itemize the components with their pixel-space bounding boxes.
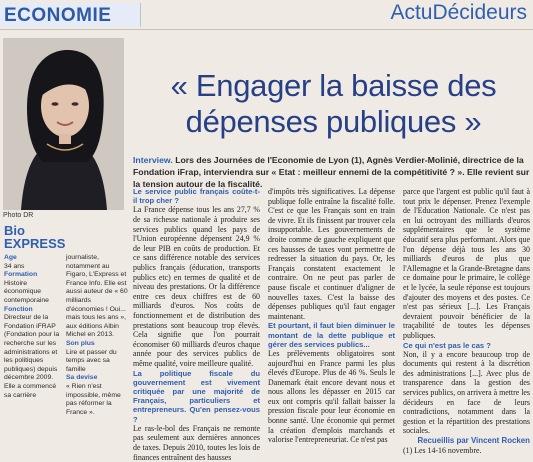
bio-title: Bio: [4, 223, 25, 238]
intro-label: Interview.: [133, 155, 173, 165]
bio-formation-heading: Formation: [4, 271, 38, 279]
rubric-label: ActuDécideurs: [390, 1, 527, 24]
question-2: La politique fiscale du gouvernement est vivement critiquée par une majorité de Français, particuliers et entrepreneurs. Qu'en pensez-vous ?: [133, 368, 260, 424]
section-tab: [0, 3, 141, 27]
question-3: Et pourtant, il faut bien diminuer le montant de la dette publique et gérer des services publics...: [268, 321, 395, 349]
question-1: Le service public français coûte-t-il trop cher ?: [133, 187, 260, 206]
intro-text: Lors des Journées de l'Economie de Lyon (1), Agnès Verdier-Molinié, directrice de la Fondation iFrap, interviendra sur « Etat : meilleur ennemi de la compétitivité ? ». Elle revient sur la tension autour de la fiscalité.: [133, 155, 530, 189]
bio-columns: [4, 254, 128, 417]
answer-1: La France dépense tous les ans 27,7 % de sa richesse nationale à produire ses services publics quand les pays de l'Union européenne dépensent 24,9 % de leur PIB en coûts de production. Et ce sans différence notable des services publics français (éducation, transports publics etc) en termes de qualité et de niveau des prestations. Or la différence entre ces deux chiffres est de 60 milliards d'euros. Nos coûts de fonctionnement et de distribution des prestations sont beaucoup trop élevés. Cela signifie que l'on pourrait économiser 60 milliards d'euros chaque année pour des services publics de même qualité, voire meilleure qualité.: [133, 205, 260, 368]
article-body: [133, 187, 531, 462]
page-header: [0, 0, 533, 30]
bio-formation: Histoire économique contemporaine: [4, 279, 49, 304]
bio-devise: « Rien n'est impossible, même pas réformer la France ».: [66, 382, 121, 416]
answer-3: Les prélèvements obligatoires sont aujourd'hui en France parmi les plus élevés d'Europe. Plus de 46 %. Seuls le Danemark était encore devant nous et nous allons les dépasser en 2015 car eux ont compris qu'il fallait baisser la pression fiscale pour leur économie en bonne santé. Une économie qui permet la création d'emplois marchands et valorise l'entrepreneuriat. Ce n'est pas: [268, 348, 395, 445]
bio-express-box: [4, 224, 128, 432]
bio-plus: Lire et passer du temps avec sa famille: [66, 348, 117, 373]
bio-career: journaliste, notamment au Figaro, L'Express et France Info. Elle est aussi auteur de « 60 milliards d'économies ! Oui... mais tous les ans », aux éditions Albin Michel en 2013.: [66, 254, 128, 339]
bio-age: 34 ans: [4, 262, 25, 270]
article-column-1: [133, 187, 260, 462]
answer-2-continued: d'impôts très significatives. La dépense publique folle entraîne la fiscalité folle. C'est ce que les Français sont en train de vivre. Et ils finissent par trouver cela insupportable. Les gouvernements de droite comme de gauche expliquent que ces hausses de taxes vont permettre de redresser la situation du pays. Or, les Français constatent exactement le contraire. On ne peut pas parler de pause fiscale et continuer d'aligner de nouvelles taxes. C'est la baisse des dépenses publiques qu'il faut engager maintenant.: [268, 187, 395, 321]
portrait-photo: [3, 38, 124, 210]
bio-plus-heading: Son plus: [66, 339, 95, 347]
bio-fonction: Directeur de la Fondation iFRAP (Fondation pour la recherche sur les administrations et les politiques publiques) depuis décembre 2009. Elle a commencé sa carrière: [4, 314, 60, 399]
photo-credit: Photo DR: [3, 212, 34, 219]
bio-fonction-heading: Fonction: [4, 305, 33, 313]
article-column-2: [268, 187, 395, 445]
footnote: (1) Les 14-16 novembre.: [403, 445, 482, 455]
answer-4: Non, il y a encore beaucoup trop de documents qui restent à la discrétion des administrations [...]. Avec plus de transparence dans la gestion des services publics, on arrivera à mettre les décideurs en face de leurs contradictions, notamment dans la gestion et la répartition des prestations sociales.: [403, 349, 530, 436]
byline: Recueillis par Vincent Rocken: [417, 436, 530, 446]
portrait-image: [3, 38, 124, 210]
answer-2: Le ras-le-bol des Français ne remonte pas seulement aux dernières annonces de taxes. Depuis 2010, toutes les lois de finances entraînent des hausses: [133, 423, 260, 462]
question-4: Ce qui n'est pas le cas ?: [403, 340, 491, 350]
bio-col-2: [66, 254, 128, 417]
article-column-3: [403, 187, 530, 455]
section-label: ECONOMIE: [4, 5, 112, 26]
bio-subtitle: EXPRESS: [4, 236, 66, 251]
bio-devise-heading: Sa devise: [66, 374, 98, 382]
intro-paragraph: [133, 154, 530, 190]
bio-age-heading: Age: [4, 254, 17, 261]
answer-3-continued: parce que l'argent est public qu'il faut à tout prix le dépenser. Prenez l'exemple de l'Education Nationale. Ce n'est pas en lui octroyant des milliards d'euros supplémentaires que le système éducatif sera plus performant. Alors que l'on dépense déjà tous les ans 30 milliards d'euros de plus que l'Allemagne et la Grande-Bretagne dans ce domaine pour le primaire, le collège et le lycée, la seule réponse est toujours d'ajouter des moyens et des postes. Ce n'est pas sérieux [...]. Les Français devraient pouvoir bénéficier de la traçabilité de toutes les dépenses publiques.: [403, 187, 530, 340]
headline: « Engager la baisse des dépenses publiques »: [170, 68, 497, 139]
bio-col-1: [4, 254, 62, 417]
